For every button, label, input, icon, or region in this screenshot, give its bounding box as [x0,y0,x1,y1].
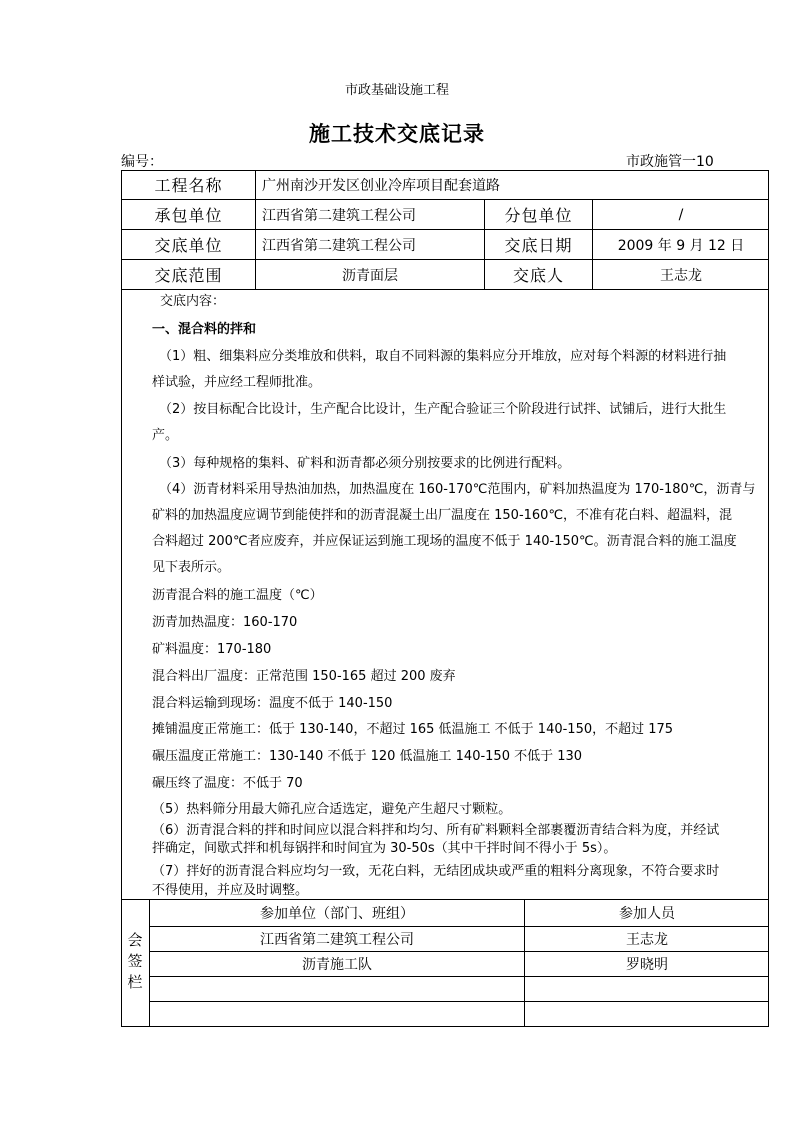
scope-label: 交底范围 [154,266,223,285]
content-line: （3）每种规格的集料、矿料和沥青都必须分别按要求的比例进行配料。 [159,456,571,471]
number-value: 市政施管一10 [626,154,714,170]
project-name-value: 广州南沙开发区创业冷库项目配套道路 [262,177,500,194]
signoff-unit-cell [150,977,524,1001]
content-line: 见下表所示。 [152,560,231,575]
project-name-label: 工程名称 [154,176,223,195]
disclosure-date-label: 交底日期 [504,236,573,255]
content-line: （7）拌好的沥青混合料应均匀一致，无花白料，无结团成块或严重的粗料分离现象，不符合要求时 [152,864,720,879]
content-line: 碾压温度正常施工：130-140 不低于 120 低温施工 140-150 不低于 130 [152,749,583,764]
signoff-person-cell: 罗晓明 [626,957,668,973]
signoff-col-unit: 参加单位（部门、班组） [260,906,414,922]
disclosure-unit-label: 交底单位 [154,236,223,255]
scope-value: 沥青面层 [342,267,398,284]
content-line: 混合料出厂温度：正常范围 150-165 超过 200 废弃 [152,669,456,684]
signoff-person-cell: 王志龙 [626,932,668,948]
content-line: 一、混合料的拌和 [152,322,257,337]
content-line: 矿料温度：170-180 [152,642,272,657]
content-line: 产。 [152,428,179,443]
signoff-side-char: 签 [127,952,143,970]
content-line: 碾压终了温度：不低于 70 [152,776,303,791]
signoff-side-char: 会 [127,931,143,949]
signoff-unit-cell [150,1002,524,1026]
project-type: 市政基础设施工程 [344,83,449,98]
number-label: 编号： [121,154,163,170]
content-line: （1）粗、细集料应分类堆放和供料，取自不同料源的集料应分开堆放，应对每个料源的材料进行抽 [159,349,727,364]
discloser-label: 交底人 [512,266,564,285]
signoff-side-char: 栏 [127,973,143,991]
content-line: 合料超过 200℃者应废弃，并应保证运到施工现场的温度不低于 140-150℃。沥青混合料的施工温度 [152,534,737,549]
content-line: （5）热料筛分用最大筛孔应合适选定，避免产生超尺寸颗粒。 [152,802,512,817]
content-line: 拌确定，间歇式拌和机每锅拌和时间宜为 30-50s（其中干拌时间不得小于 5s）。 [152,841,617,856]
page-title: 施工技术交底记录 [309,122,485,146]
subcontractor-label: 分包单位 [504,206,573,225]
content-line: 样试验，并应经工程师批准。 [152,375,322,390]
signoff-side-label [122,930,148,993]
signoff-unit-cell: 江西省第二建筑工程公司 [260,932,414,948]
signoff-person-cell [525,977,769,1001]
contractor-label: 承包单位 [154,206,223,225]
content-line: 沥青混合料的施工温度（℃） [152,588,323,603]
content-line: （2）按目标配合比设计，生产配合比设计，生产配合验证三个阶段进行试拌、试铺后，进行大批生 [159,402,727,417]
content-line: 摊铺温度正常施工：低于 130-140，不超过 165 低温施工 不低于 140-150，不超过 175 [152,722,674,737]
discloser-value: 王志龙 [660,267,702,284]
content-line: 不得使用，并应及时调整。 [152,883,309,898]
content-heading: 交底内容： [160,294,226,309]
content-line: 矿料的加热温度应调节到能使拌和的沥青混凝土出厂温度在 150-160℃，不准有花白料、超温料，混 [152,508,733,523]
content-line: （4）沥青材料采用导热油加热，加热温度在 160-170℃范围内，矿料加热温度为 170-180℃，沥青与 [159,482,756,497]
disclosure-date-value: 2009 年 9 月 12 日 [617,237,745,254]
content-line: （6）沥青混合料的拌和时间应以混合料拌和均匀、所有矿料颗料全部裹覆沥青结合料为度，并经试 [152,823,720,838]
signoff-unit-cell: 沥青施工队 [302,957,372,973]
subcontractor-value: / [678,206,684,223]
disclosure-unit-value: 江西省第二建筑工程公司 [262,237,416,254]
contractor-value: 江西省第二建筑工程公司 [262,207,416,224]
content-line: 沥青加热温度：160-170 [152,615,298,630]
signoff-person-cell [525,1002,769,1026]
signoff-col-person: 参加人员 [619,906,675,922]
content-line: 混合料运输到现场：温度不低于 140-150 [152,696,393,711]
